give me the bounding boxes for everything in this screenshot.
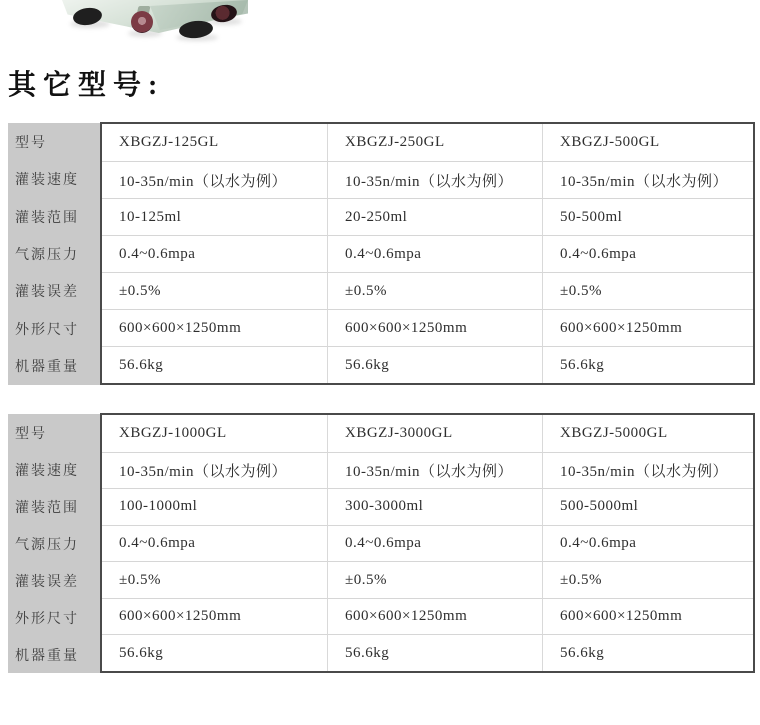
spec-cell: 20-250ml bbox=[327, 198, 542, 235]
spec-data-grid bbox=[100, 413, 755, 673]
spec-cell: ±0.5% bbox=[542, 272, 753, 309]
spec-table-small-models bbox=[8, 122, 755, 385]
spec-row-label: 型号 bbox=[15, 135, 47, 151]
spec-cell: 0.4~0.6mpa bbox=[102, 235, 327, 272]
spec-data-grid bbox=[100, 122, 755, 385]
spec-row-label: 灌装范围 bbox=[15, 500, 79, 516]
spec-cell: 10-35n/min（以水为例） bbox=[542, 161, 753, 198]
spec-cell: 10-125ml bbox=[102, 198, 327, 235]
spec-row-label: 气源压力 bbox=[15, 247, 79, 263]
spec-cell: 0.4~0.6mpa bbox=[542, 525, 753, 562]
spec-cell: 600×600×1250mm bbox=[102, 598, 327, 635]
spec-row-label: 灌装速度 bbox=[15, 173, 79, 189]
spec-cell: 600×600×1250mm bbox=[327, 598, 542, 635]
spec-row-label: 外形尺寸 bbox=[15, 322, 79, 338]
spec-cell: 500-5000ml bbox=[542, 488, 753, 525]
spec-cell: 56.6kg bbox=[102, 634, 327, 671]
spec-cell: 0.4~0.6mpa bbox=[542, 235, 753, 272]
spec-cell: 300-3000ml bbox=[327, 488, 542, 525]
spec-label-column bbox=[8, 414, 100, 673]
spec-cell: ±0.5% bbox=[327, 561, 542, 598]
spec-cell: 10-35n/min（以水为例） bbox=[542, 452, 753, 489]
machine-base-photo bbox=[0, 0, 300, 48]
spec-cell: 50-500ml bbox=[542, 198, 753, 235]
spec-cell: ±0.5% bbox=[102, 272, 327, 309]
spec-cell: XBGZJ-1000GL bbox=[119, 424, 227, 441]
spec-cell: ±0.5% bbox=[102, 561, 327, 598]
spec-cell: XBGZJ-3000GL bbox=[327, 415, 542, 452]
spec-cell: 56.6kg bbox=[542, 346, 753, 383]
spec-cell: 56.6kg bbox=[327, 634, 542, 671]
spec-cell: 0.4~0.6mpa bbox=[102, 525, 327, 562]
spec-cell: 56.6kg bbox=[327, 346, 542, 383]
spec-cell: 600×600×1250mm bbox=[542, 309, 753, 346]
spec-cell: 600×600×1250mm bbox=[102, 309, 327, 346]
spec-row-label: 灌装误差 bbox=[15, 285, 79, 301]
spec-row-label: 型号 bbox=[15, 426, 47, 442]
spec-row-label: 灌装范围 bbox=[15, 210, 79, 226]
spec-row-label: 外形尺寸 bbox=[15, 611, 79, 627]
spec-cell: 0.4~0.6mpa bbox=[327, 235, 542, 272]
spec-cell: 56.6kg bbox=[102, 346, 327, 383]
spec-cell: XBGZJ-250GL bbox=[327, 124, 542, 161]
spec-cell: 10-35n/min（以水为例） bbox=[102, 452, 327, 489]
spec-cell: XBGZJ-5000GL bbox=[542, 415, 753, 452]
spec-cell: 10-35n/min（以水为例） bbox=[327, 161, 542, 198]
spec-table-large-models bbox=[8, 413, 755, 673]
spec-cell: XBGZJ-125GL bbox=[119, 134, 219, 150]
spec-row-label: 机器重量 bbox=[15, 360, 79, 376]
spec-cell: 10-35n/min（以水为例） bbox=[327, 452, 542, 489]
spec-cell: ±0.5% bbox=[542, 561, 753, 598]
spec-cell: 100-1000ml bbox=[102, 488, 327, 525]
spec-row-label: 灌装速度 bbox=[15, 463, 79, 479]
spec-row-label: 气源压力 bbox=[15, 537, 79, 553]
spec-row-label: 灌装误差 bbox=[15, 574, 79, 590]
spec-cell: 0.4~0.6mpa bbox=[327, 525, 542, 562]
caster-wheel-red-icon bbox=[131, 11, 153, 33]
spec-cell: 600×600×1250mm bbox=[542, 598, 753, 635]
spec-cell: 56.6kg bbox=[542, 634, 753, 671]
spec-cell: XBGZJ-500GL bbox=[542, 124, 753, 161]
spec-cell: ±0.5% bbox=[327, 272, 542, 309]
section-title-other-models: 其它型号: bbox=[8, 70, 165, 101]
spec-row-label: 机器重量 bbox=[15, 648, 79, 664]
spec-cell: 10-35n/min（以水为例） bbox=[102, 161, 327, 198]
spec-cell: 600×600×1250mm bbox=[327, 309, 542, 346]
spec-label-column bbox=[8, 123, 100, 385]
